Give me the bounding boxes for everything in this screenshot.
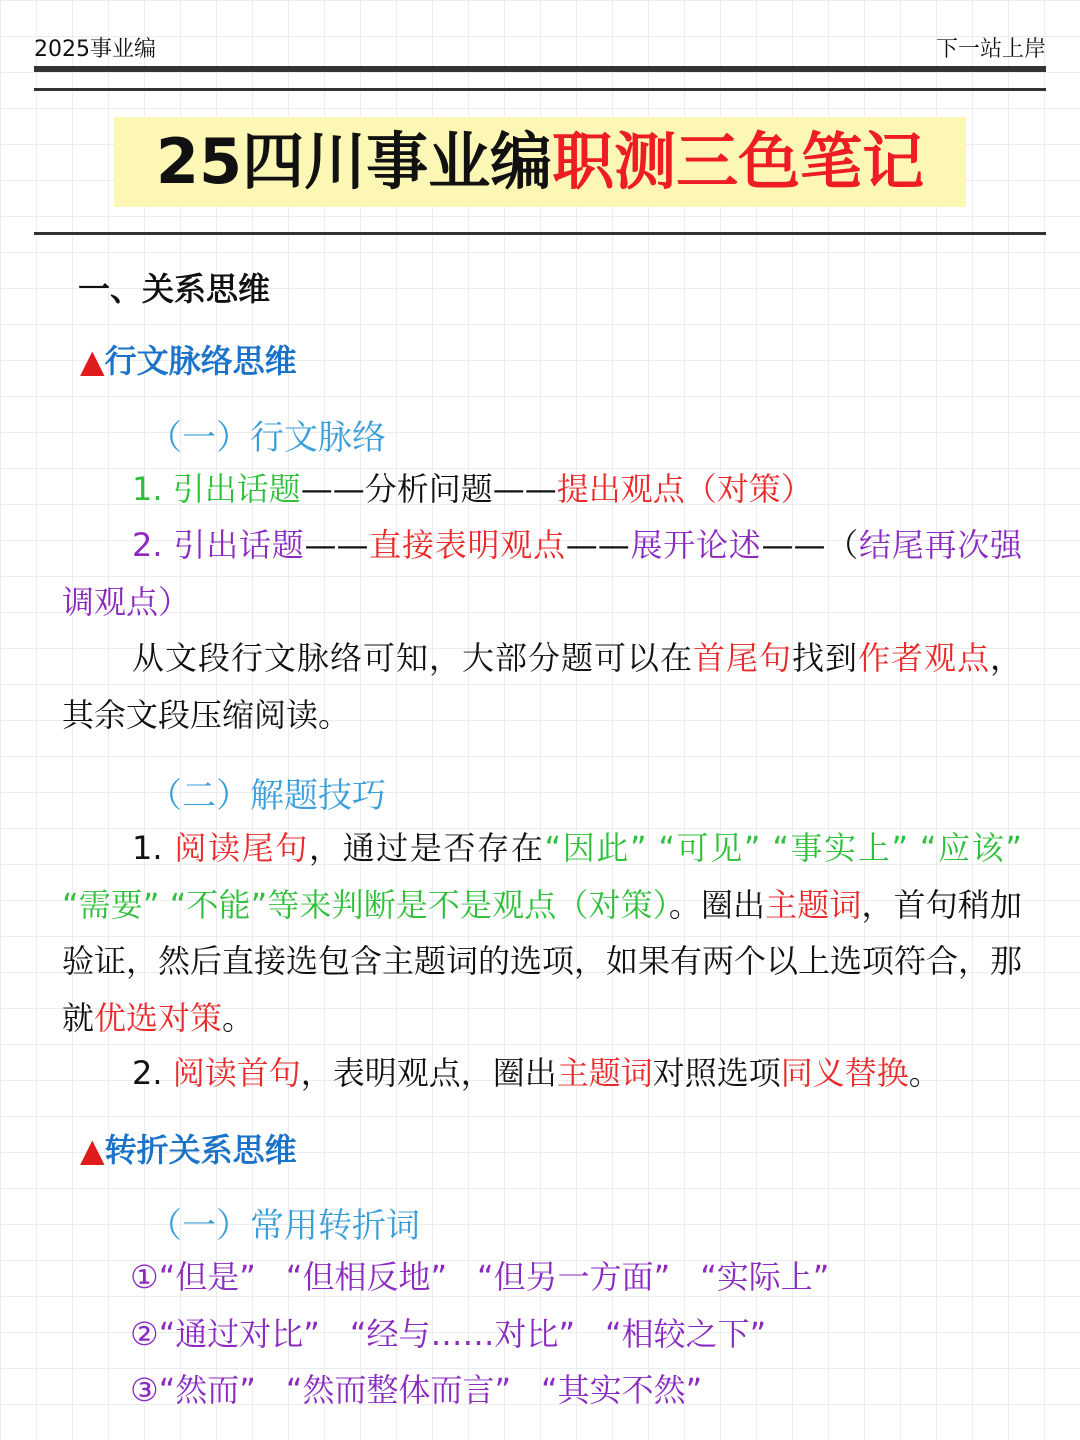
flow-item-1-view: 提出观点（对策） [556, 470, 813, 508]
block-heading-textflow [80, 336, 297, 382]
contrast-word: “然而整体而言” [285, 1371, 512, 1409]
contrast-word: “但另一方面” [477, 1258, 671, 1296]
page-title [114, 117, 966, 207]
contrast-words-row-3: ③“然而” “然而整体而言” “其实不然” [130, 1371, 703, 1409]
tip-item-1: 1. 阅读尾句，通过是否存在“因此” “可见” “事实上” “应该” “需要” “不能”等来判断是不是观点（对策）。圈出主题词，首句稍加验证，然后直接选包含主题词的选项，如果有两个以上选项符合，那就优选对策。 [62, 829, 1023, 1037]
subheading-tips: （二）解题技巧 [148, 776, 386, 816]
contrast-words-row-1: ①“但是” “但相反地” “但另一方面” “实际上” [130, 1258, 830, 1296]
subheading-contrast-words: （一）常用转折词 [148, 1206, 420, 1246]
block-heading-contrast [80, 1125, 297, 1171]
header-divider-thick [34, 66, 1046, 72]
contrast-word: “经与……对比” [349, 1315, 576, 1353]
contrast-words-row-2: ②“通过对比” “经与……对比” “相较之下” [130, 1315, 767, 1353]
tip-item-2: 2. 阅读首句，表明观点，圈出主题词对照选项同义替换。 [132, 1054, 941, 1092]
flow-item-1-topic: 引出话题 [172, 470, 301, 508]
section-heading: 一、关系思维 [78, 270, 271, 308]
page-header [34, 28, 1046, 64]
flow-item-2: 2. 引出话题——直接表明观点——展开论述——（结尾再次强调观点） [62, 526, 1022, 621]
title-black-part: 25四川事业编 [155, 125, 553, 198]
header-divider-thin [34, 88, 1046, 91]
contrast-word: “但相反地” [285, 1258, 448, 1296]
title-divider [34, 232, 1046, 235]
contrast-word: “其实不然” [541, 1371, 703, 1409]
contrast-word: “相较之下” [605, 1315, 767, 1353]
contrast-word: “然而” [158, 1371, 256, 1409]
contrast-word: “实际上” [700, 1258, 830, 1296]
triangle-icon: ▲ [80, 1131, 105, 1169]
flow-item-1: 1. 引出话题——分析问题——提出观点（对策） [132, 470, 813, 508]
title-red-part: 职测三色笔记 [552, 125, 925, 198]
contrast-word: “通过对比” [158, 1315, 320, 1353]
block-heading-label: 行文脉络思维 [104, 342, 297, 380]
contrast-word: “但是” [158, 1258, 256, 1296]
subheading-textflow: （一）行文脉络 [148, 418, 386, 458]
block-heading-label: 转折关系思维 [104, 1131, 297, 1169]
flow-note: 从文段行文脉络可知，大部分题可以在首尾句找到作者观点，其余文段压缩阅读。 [62, 639, 1022, 734]
header-left-label: 2025事业编 [34, 37, 156, 62]
header-right-label: 下一站上岸 [935, 37, 1046, 62]
triangle-icon: ▲ [80, 342, 105, 380]
